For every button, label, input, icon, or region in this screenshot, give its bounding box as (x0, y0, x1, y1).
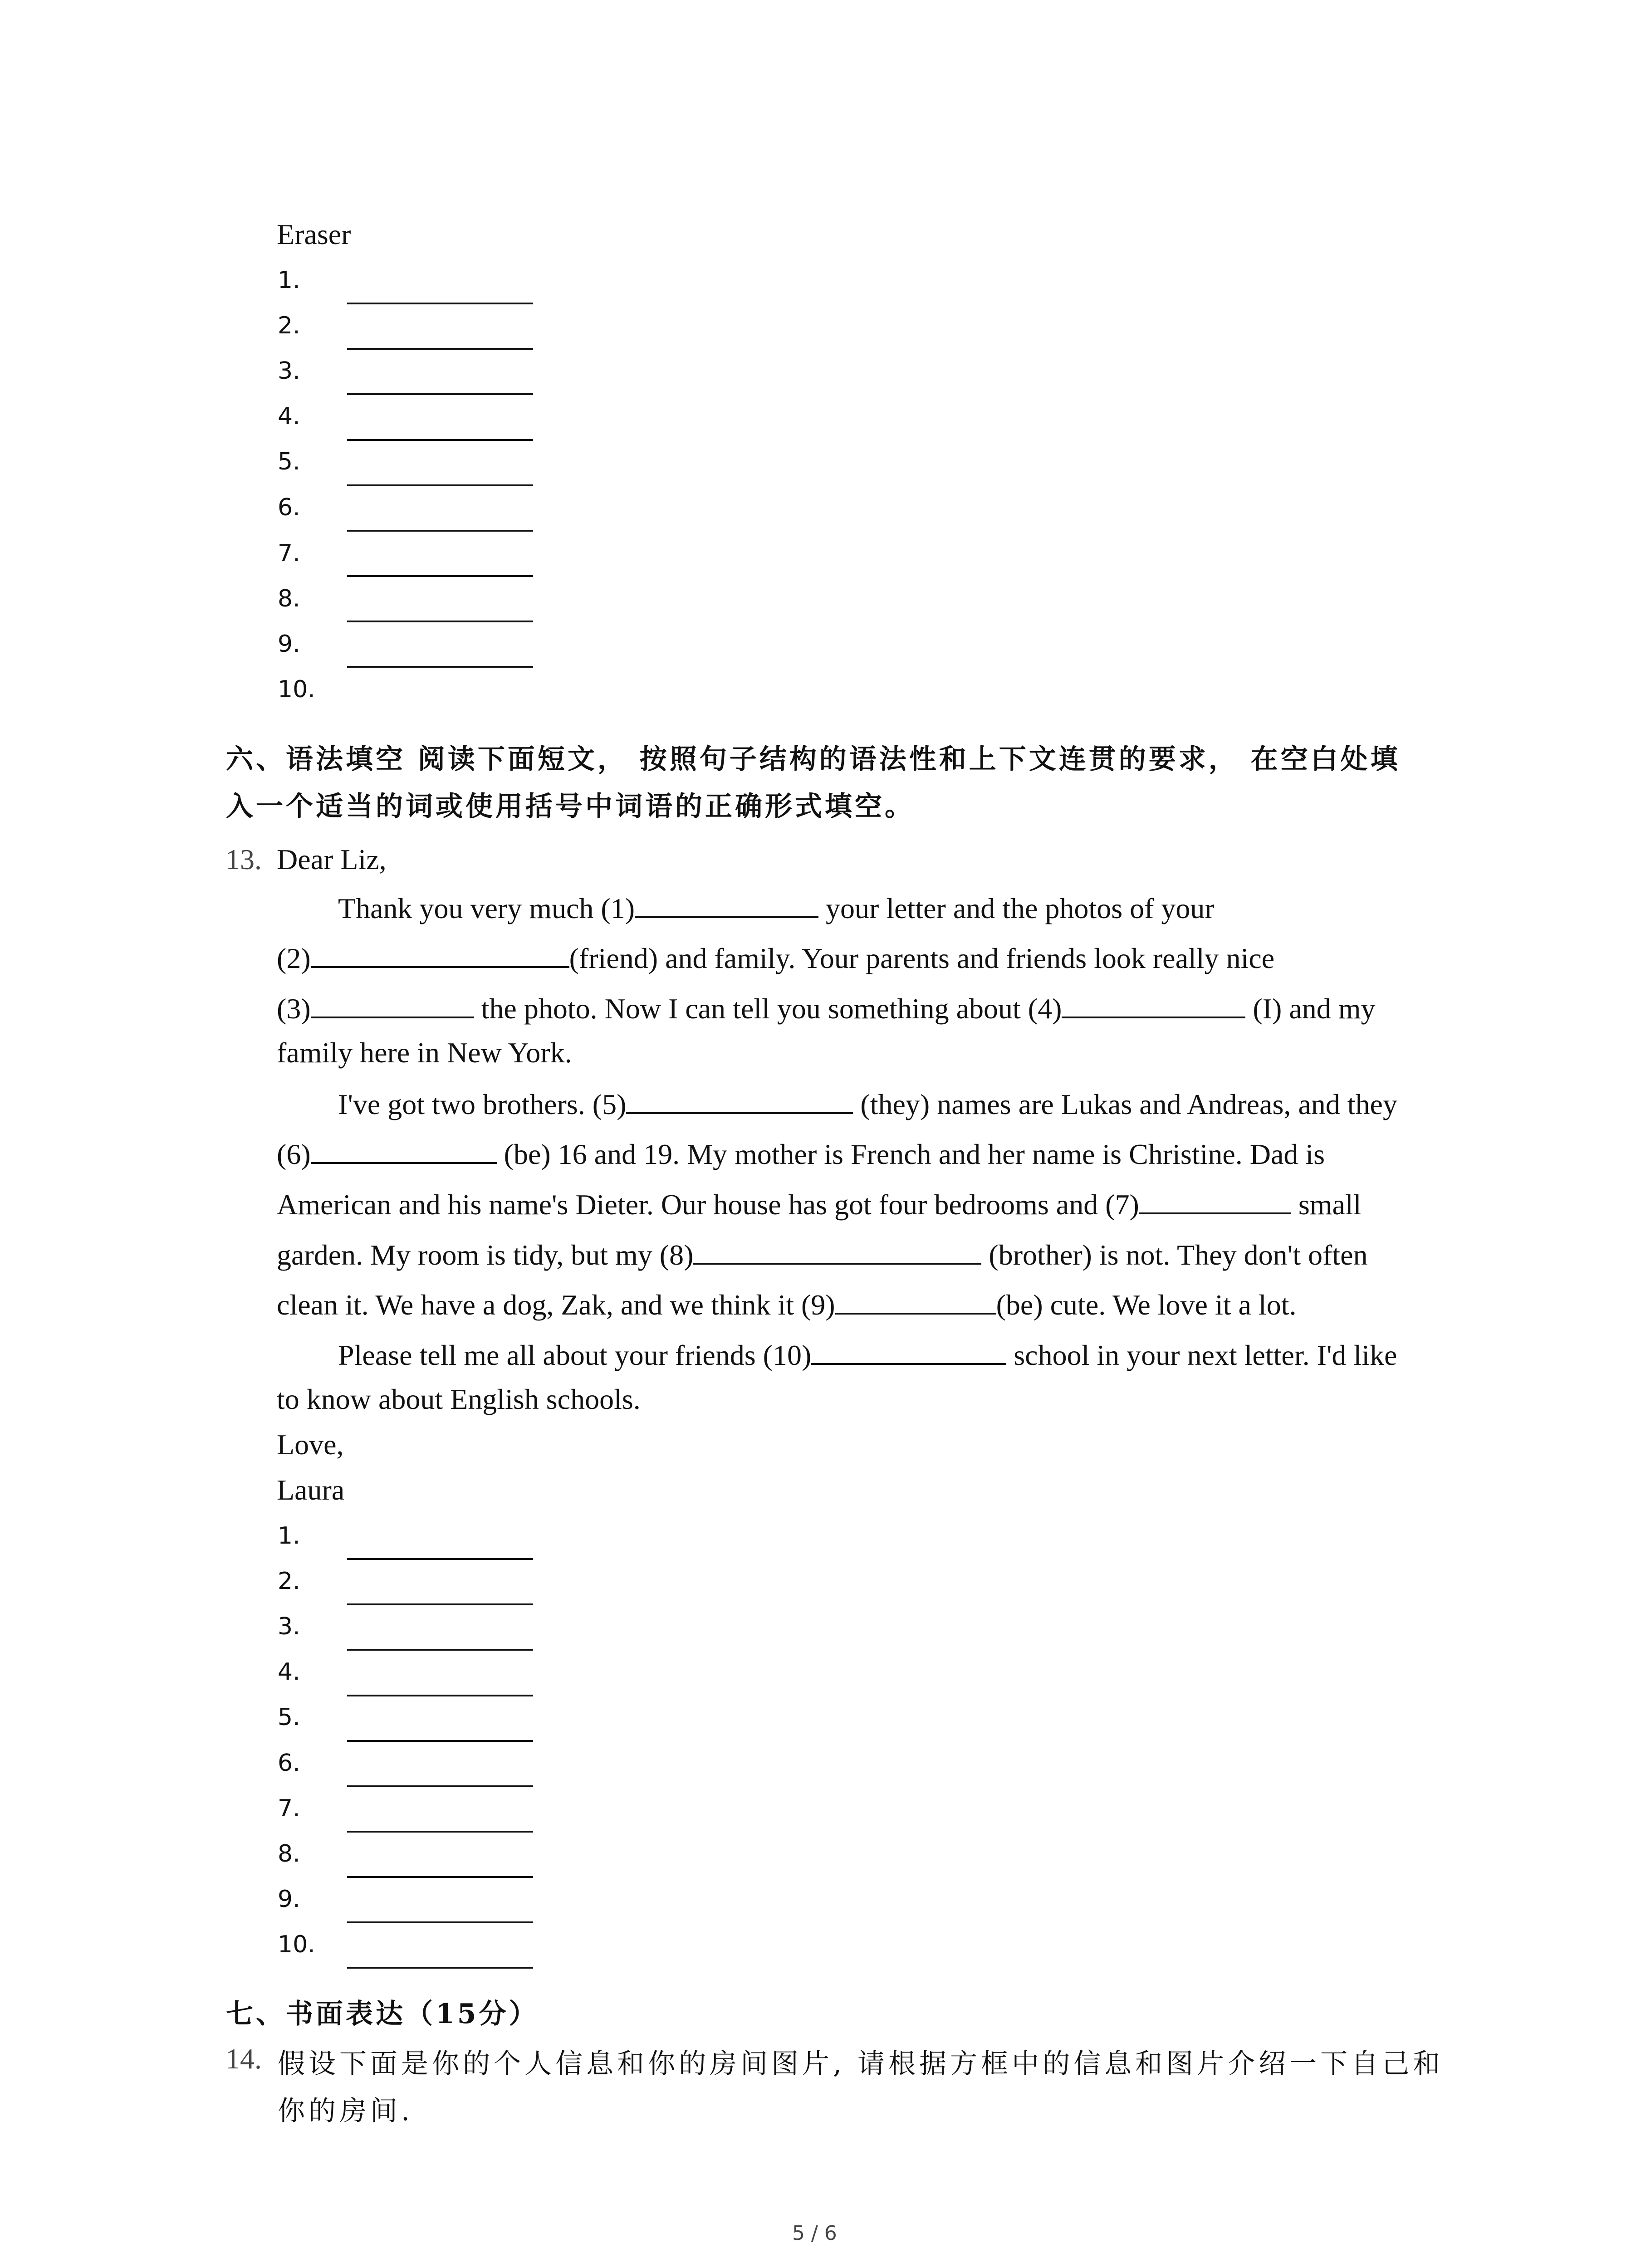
q13-answer-blank-3[interactable] (347, 1649, 533, 1651)
letter-text: Thank you very much (1) (338, 892, 635, 924)
list-item-number: 2. (278, 1568, 300, 1595)
list-item-number: 10. (278, 1931, 315, 1958)
letter-text: (they) names are Lukas and Andreas, and they (853, 1088, 1397, 1120)
letter-text: (I) and my (1245, 992, 1376, 1025)
question-13-number: 13. (225, 843, 262, 875)
blank-7[interactable] (1139, 1186, 1291, 1214)
section-6-title-line1: 六、语法填空 阅读下面短文， 按照句子结构的语法性和上下文连贯的要求， 在空白处填 (226, 743, 1401, 775)
letter-text: clean it. We have a dog, Zak, and we think it (9) (277, 1289, 835, 1321)
answer-blank-7[interactable] (347, 575, 533, 577)
blank-5[interactable] (626, 1086, 853, 1114)
letter-p3-line2: to know about English schools. (277, 1383, 641, 1415)
letter-p2-line3 (277, 1186, 1361, 1222)
blank-10[interactable] (811, 1337, 1006, 1365)
letter-p2-line4 (277, 1237, 1367, 1272)
list-item-number: 7. (278, 540, 300, 567)
letter-closing: Love, (277, 1428, 344, 1461)
answer-blank-4[interactable] (347, 439, 533, 441)
letter-p1-line2 (277, 940, 1274, 975)
blank-2[interactable] (311, 940, 569, 968)
list-item-number: 9. (278, 1886, 300, 1913)
answer-blank-5[interactable] (347, 484, 533, 486)
blank-3[interactable] (311, 990, 474, 1018)
letter-text: I've got two brothers. (5) (338, 1088, 627, 1120)
letter-text: school in your next letter. I'd like (1006, 1339, 1397, 1371)
answer-blank-8[interactable] (347, 621, 533, 622)
letter-text: (be) 16 and 19. My mother is French and her name is Christine. Dad is (496, 1138, 1325, 1170)
q13-answer-blank-5[interactable] (347, 1740, 533, 1742)
q13-answer-blank-10[interactable] (347, 1967, 533, 1969)
blank-1[interactable] (635, 890, 818, 918)
q13-answer-blank-2[interactable] (347, 1603, 533, 1605)
blank-8[interactable] (693, 1237, 981, 1265)
letter-signature: Laura (277, 1474, 345, 1506)
blank-4[interactable] (1062, 990, 1245, 1018)
question-14-line2: 你的房间. (278, 2095, 414, 2127)
letter-text: your letter and the photos of your (818, 892, 1215, 924)
list-item-number: 8. (278, 1840, 300, 1867)
section-6-title-line2: 入一个适当的词或使用括号中词语的正确形式填空。 (226, 791, 915, 822)
blank-6[interactable] (311, 1136, 497, 1164)
answer-blank-6[interactable] (347, 530, 533, 532)
list-item-number: 7. (278, 1795, 300, 1822)
letter-text: (6) (277, 1138, 311, 1170)
blank-9[interactable] (835, 1286, 996, 1315)
list-item-number: 10. (278, 676, 315, 703)
letter-text: garden. My room is tidy, but my (8) (277, 1239, 694, 1271)
letter-text: the photo. Now I can tell you something about (4) (474, 992, 1062, 1025)
answer-blank-2[interactable] (347, 348, 533, 350)
list-item-number: 4. (278, 403, 300, 430)
list-item-number: 1. (278, 267, 300, 294)
q13-answer-blank-9[interactable] (347, 1921, 533, 1923)
letter-greeting: Dear Liz, (277, 843, 387, 875)
list-item-number: 5. (278, 448, 300, 475)
answer-blank-3[interactable] (347, 393, 533, 395)
list-item-number: 6. (278, 1750, 300, 1777)
letter-text: (2) (277, 942, 311, 974)
list-item-number: 4. (278, 1658, 300, 1686)
eraser-label: Eraser (277, 218, 351, 250)
q13-answer-blank-4[interactable] (347, 1695, 533, 1696)
letter-text: (brother) is not. They don't often (981, 1239, 1368, 1271)
letter-text: (be) cute. We love it a lot. (996, 1289, 1297, 1321)
list-item-number: 3. (278, 357, 300, 385)
letter-p3-line1 (338, 1337, 1397, 1372)
list-item-number: 1. (278, 1522, 300, 1549)
q13-answer-blank-7[interactable] (347, 1831, 533, 1833)
letter-text: American and his name's Dieter. Our house has got four bedrooms and (7) (277, 1188, 1139, 1221)
list-item-number: 9. (278, 631, 300, 658)
letter-p2-line5 (277, 1286, 1296, 1322)
letter-text: Please tell me all about your friends (10) (338, 1339, 812, 1371)
list-item-number: 5. (278, 1704, 300, 1731)
letter-text: (friend) and family. Your parents and friends look really nice (569, 942, 1275, 974)
question-14-number: 14. (225, 2043, 262, 2075)
letter-text: (3) (277, 992, 311, 1025)
letter-text: small (1291, 1188, 1362, 1221)
answer-blank-1[interactable] (347, 303, 533, 304)
page-indicator: 5 / 6 (792, 2222, 837, 2245)
question-14-line1: 假设下面是你的个人信息和你的房间图片, 请根据方框中的信息和图片介绍一下自己和 (278, 2048, 1444, 2080)
q13-answer-blank-6[interactable] (347, 1785, 533, 1787)
letter-p1-line4: family here in New York. (277, 1036, 572, 1069)
list-item-number: 2. (278, 312, 300, 339)
list-item-number: 3. (278, 1613, 300, 1640)
q13-answer-blank-1[interactable] (347, 1558, 533, 1560)
letter-p1-line1 (338, 890, 1215, 925)
answer-blank-9[interactable] (347, 666, 533, 668)
section-7-title: 七、书面表达（15分） (226, 1998, 539, 2030)
letter-p2-line2 (277, 1136, 1325, 1171)
letter-p2-line1 (338, 1086, 1397, 1121)
list-item-number: 8. (278, 585, 300, 612)
list-item-number: 6. (278, 494, 300, 521)
letter-p1-line3 (277, 990, 1376, 1026)
q13-answer-blank-8[interactable] (347, 1876, 533, 1878)
